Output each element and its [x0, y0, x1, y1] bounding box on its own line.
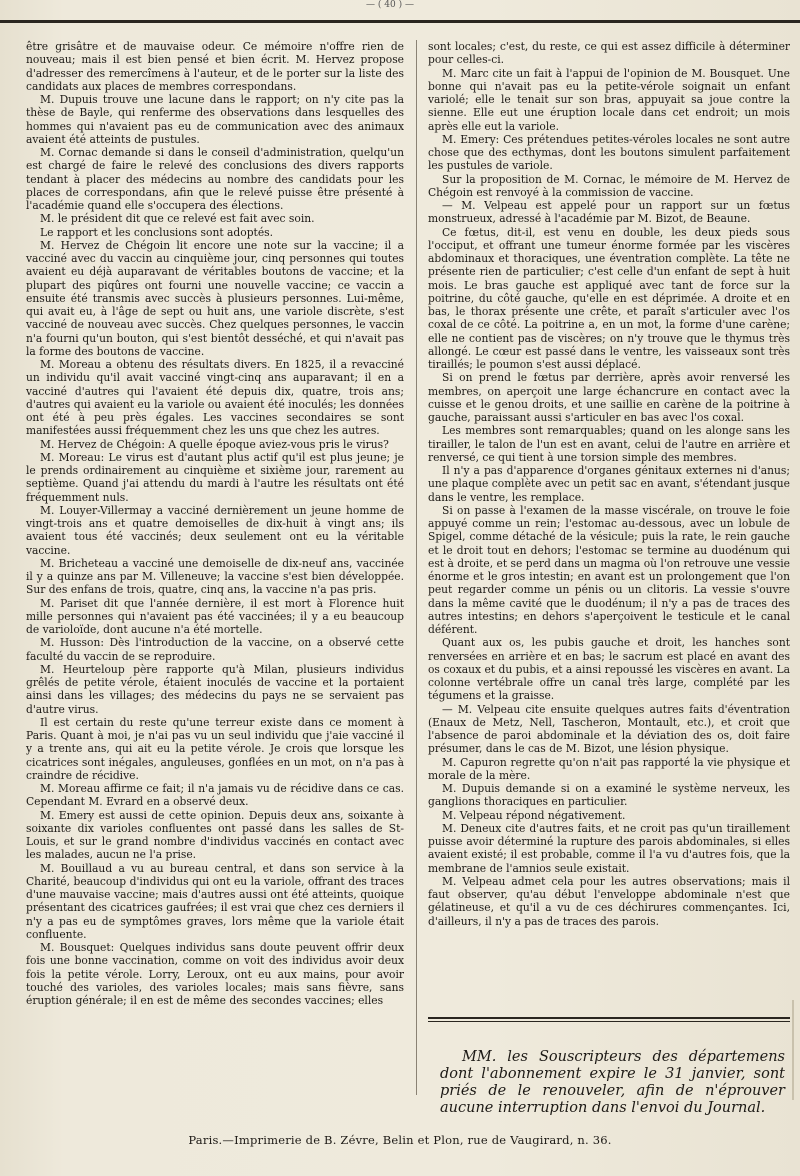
- column-divider: [416, 40, 417, 1095]
- page-edge-mark: [792, 1000, 794, 1100]
- paragraph: M. Marc cite un fait à l'appui de l'opinion de M. Bousquet. Une bonne qui n'avait pas eu la petite-vérole soignait un enfant variolé; elle le tenait sur son bras, appuyait sa joue contre la sienne. Elle eut une éruption locale dans cet endroit; un mois après elle eut la variole.: [428, 66, 790, 133]
- paragraph: Si on passe à l'examen de la masse viscérale, on trouve le foie appuyé comme un rein; l'estomac au-dessous, avec un lobule de Spigel, comme détaché de la vésicule; puis la rate, le rein gauche et le droit tout en dehors; l'estomac se termine au duodénum qui est à droite, et se perd dans un magma où l'on retrouve une vessie énorme et le gros intestin; en avant est un prolongement que l'on peut regarder comme un pénis ou un clitoris. La vessie s'ouvre dans la même cavité que le duodénum; il n'y a pas de traces des autres intestins; en dehors s'aperçoivent le testicule et le canal déférent.: [428, 503, 790, 636]
- paragraph: M. le président dit que ce relevé est fait avec soin.: [40, 212, 315, 226]
- paragraph: M. Capuron regrette qu'on n'ait pas rapporté la vie physique et morale de la mère.: [428, 755, 790, 782]
- paragraph: Le rapport et les conclusions sont adoptés.: [40, 225, 274, 239]
- paragraph: M. Velpeau répond négativement.: [442, 808, 626, 822]
- paragraph: M. Dupuis demande si on a examiné le système nerveux, les ganglions thoraciques en particulier.: [428, 782, 790, 809]
- right-column: [428, 40, 790, 928]
- top-rule: [0, 20, 800, 23]
- separator-rule-thin: [428, 1021, 790, 1022]
- paragraph: Sur la proposition de M. Cornac, le mémoire de M. Hervez de Chégoin est renvoyé à la commission de vaccine.: [428, 172, 790, 199]
- paragraph: M. Cornac demande si dans le conseil d'administration, quelqu'un est chargé de faire le relevé des conclusions des divers rapports tendant à placer des médecins au nombre des candidats pour les places de correspondans, afin que le relevé puisse être présenté à l'académie quand elle s'occupera des élections.: [26, 146, 404, 212]
- left-column: [26, 40, 404, 1007]
- separator-rule: [428, 1017, 790, 1019]
- paragraph: M. Bousquet: Quelques individus sans doute peuvent offrir deux fois une bonne vaccination, comme on voit des individus avoir deux fois la petite vérole. Lorry, Leroux, ont eu aux mains, pour avoir touché des varioles, des varioles locales; mais sans fièvre, sans éruption générale; il en est de même des secondes vaccines; elles: [26, 941, 404, 1007]
- paragraph: M. Moreau a obtenu des résultats divers. En 1825, il a revacciné un individu qu'il avait vacciné vingt-cinq ans auparavant; il en a vacciné d'autres qui l'avaient été depuis dix, quatre, trois ans; d'autres qui avaient eu la variole ou avaient été inoculés; les données ont été à peu près égales. Les vaccines secondaires se sont manifestées aussi fréquemment chez les uns que chez les autres.: [26, 358, 404, 438]
- page-number: — ( 40 ) —: [366, 0, 414, 10]
- paragraph: — M. Velpeau est appelé pour un rapport sur un fœtus monstrueux, adressé à l'académie par M. Bizot, de Beaune.: [428, 199, 790, 226]
- paragraph: M. Heurteloup père rapporte qu'à Milan, plusieurs individus grêlés de petite vérole, étaient inoculés de vaccine et la portaient ainsi dans les villages; des médecins du pays ne se servaient pas d'autre virus.: [26, 662, 404, 716]
- paragraph: être grisâtre et de mauvaise odeur. Ce mémoire n'offre rien de nouveau; mais il est bien pensé et bien écrit. M. Hervez propose d'adresser des remercîmens à l'auteur, et de le porter sur la liste des candidats aux places de membres correspondans.: [26, 40, 404, 93]
- paragraph: M. Husson: Dès l'introduction de la vaccine, on a observé cette faculté du vaccin de se reproduire.: [26, 636, 404, 663]
- paragraph: M. Velpeau admet cela pour les autres observations; mais il faut observer, qu'au début l'enveloppe abdominale n'est que gélatineuse, et qu'il a vu de ces déchirures commençantes. Ici, d'ailleurs, il n'y a pas de traces des parois.: [428, 874, 790, 928]
- paragraph: M. Louyer-Villermay a vacciné dernièrement un jeune homme de vingt-trois ans et quatre demoiselles de dix-huit à vingt ans; ils avaient tous été vaccinés; deux seulement ont eu la véritable vaccine.: [26, 503, 404, 557]
- paragraph: Il n'y a pas d'apparence d'organes génitaux externes ni d'anus; une plaque complète avec un petit sac en avant, s'étendant jusque dans le ventre, les remplace.: [428, 464, 790, 504]
- paragraph: — M. Velpeau cite ensuite quelques autres faits d'éventration (Enaux de Metz, Nell, Tascheron, Montault, etc.), et croit que l'absence de paroi abdominale et la déviation des os, doit faire présumer, dans le cas de M. Bizot, une lésion physique.: [428, 702, 790, 756]
- paragraph: M. Deneux cite d'autres faits, et ne croit pas qu'un tiraillement puisse avoir déterminé la rupture des parois abdominales, si elles avaient existé; il est probable, comme il l'a vu d'autres fois, que la membrane de l'amnios seule existait.: [428, 821, 790, 875]
- paragraph: M. Bouillaud a vu au bureau central, et dans son service à la Charité, beaucoup d'individus qui ont eu la variole, offrant des traces d'une mauvaise vaccine; mais d'autres aussi ont été atteints, quoique présentant des cicatrices gaufrées; il est vrai que chez ces derniers il n'y a pas eu de symptômes graves, lors même que la variole était confluente.: [26, 861, 404, 941]
- paragraph: M. Pariset dit que l'année dernière, il est mort à Florence huit mille personnes qui n'avaient pas été vaccinées; il y a eu beaucoup de varioloïde, dont aucune n'a été mortelle.: [26, 596, 404, 636]
- paragraph: sont locales; c'est, du reste, ce qui est assez difficile à déterminer pour celles-ci.: [428, 40, 790, 67]
- paragraph: M. Hervez de Chégoin: A quelle époque aviez-vous pris le virus?: [40, 437, 389, 451]
- paragraph: M. Moreau affirme ce fait; il n'a jamais vu de récidive dans ce cas. Cependant M. Evrard en a observé deux.: [26, 782, 404, 809]
- paragraph: M. Moreau: Le virus est d'autant plus actif qu'il est plus jeune; je le prends ordinairement au cinquième et sixième jour, rarement au septième. Quand j'ai attendu du mardi à l'autre les résultats ont été fréquemment nuls.: [26, 450, 404, 504]
- paragraph: Si on prend le fœtus par derrière, après avoir renversé les membres, on aperçoit une large échancrure en contact avec la cuisse et le genou droits, et une saillie en carène de la poitrine à gauche, paraissant aussi s'articuler en bas avec l'os coxal.: [428, 371, 790, 424]
- printer-footer: Paris.—Imprimerie de B. Zévre, Belin et Plon, rue de Vaugirard, n. 36.: [188, 1133, 612, 1147]
- subscriber-notice: MM. les Souscripteurs des départemens dont l'abonnement expire le 31 janvier, sont priés de le renouveler, afin de n'éprouver aucune interruption dans l'envoi du Journal.: [440, 1048, 785, 1116]
- paragraph: Les membres sont remarquables; quand on les alonge sans les tirailler, le talon de l'un est en avant, celui de l'autre en arrière et renversé, ce qui tient à une torsion simple des membres.: [428, 424, 790, 464]
- paragraph: Ce fœtus, dit-il, est venu en double, les deux pieds sous l'occiput, et offrant une tumeur énorme formée par les viscères abdominaux et thoraciques, une éventration complète. La tête ne présente rien de particulier; c'est celle d'un enfant de sept à huit mois. Le bras gauche est appliqué avec tant de force sur la poitrine, du côté gauche, qu'elle en est déprimée. A droite et en bas, le thorax présente une crête, et paraît s'articuler avec l'os coxal de ce côté. La poitrine a, en un mot, la forme d'une carène; elle ne contient pas de viscères; on n'y trouve que le thymus très allongé. Le cœur est passé dans le ventre, les vaisseaux sont très tiraillés; le poumon s'est aussi déplacé.: [428, 225, 790, 371]
- paragraph: M. Emery: Ces prétendues petites-véroles locales ne sont autre chose que des ecthymas, dont les boutons simulent parfaitement les pustules de variole.: [428, 132, 790, 173]
- paragraph: Il est certain du reste qu'une terreur existe dans ce moment à Paris. Quant à moi, je n'ai pas vu un seul individu que j'aie vacciné il y a trente ans, qui ait eu la petite vérole. Je crois que lorsque les cicatrices sont inégales, anguleuses, gonflées en un mot, on n'a pas à craindre de récidive.: [26, 715, 404, 782]
- paragraph: Quant aux os, les pubis gauche et droit, les hanches sont renversées en arrière et en bas; le sacrum est placé en avant des os coxaux et du pubis, et a ainsi repoussé les viscères en avant. La colonne vertébrale offre un canal très large, complété par les tégumens et la graisse.: [428, 636, 790, 703]
- paragraph: M. Bricheteau a vacciné une demoiselle de dix-neuf ans, vaccinée il y a quinze ans par M. Villeneuve; la vaccine s'est bien développée. Sur des enfans de trois, quatre, cinq ans, la vaccine n'a pas pris.: [26, 556, 404, 597]
- paragraph: M. Dupuis trouve une lacune dans le rapport; on n'y cite pas la thèse de Bayle, qui renferme des observations dans lesquelles des hommes qui n'avaient pas eu de communication avec des animaux avaient été atteints de pustules.: [26, 93, 404, 146]
- paragraph: M. Hervez de Chégoin lit encore une note sur la vaccine; il a vacciné avec du vaccin au cinquième jour, cinq personnes qui toutes avaient eu déjà auparavant de véritables boutons de vaccine; et la plupart des piqûres ont fourni une nouvelle vaccine; ce vaccin a ensuite été transmis avec succès à plusieurs personnes. Lui-même, qui avait eu, à l'âge de sept ou huit ans, une variole discrète, s'est vacciné de nouveau avec succès. Chez quelques personnes, le vaccin n'a fourni qu'un bouton, qui s'est bientôt desséché, et qui n'avait pas la forme des boutons de vaccine.: [26, 238, 404, 358]
- paragraph: M. Emery est aussi de cette opinion. Depuis deux ans, soixante à soixante dix varioles confluentes ont passé dans les salles de St-Louis, et sur le grand nombre d'individus vaccinés en contact avec les malades, aucun ne l'a prise.: [26, 808, 404, 862]
